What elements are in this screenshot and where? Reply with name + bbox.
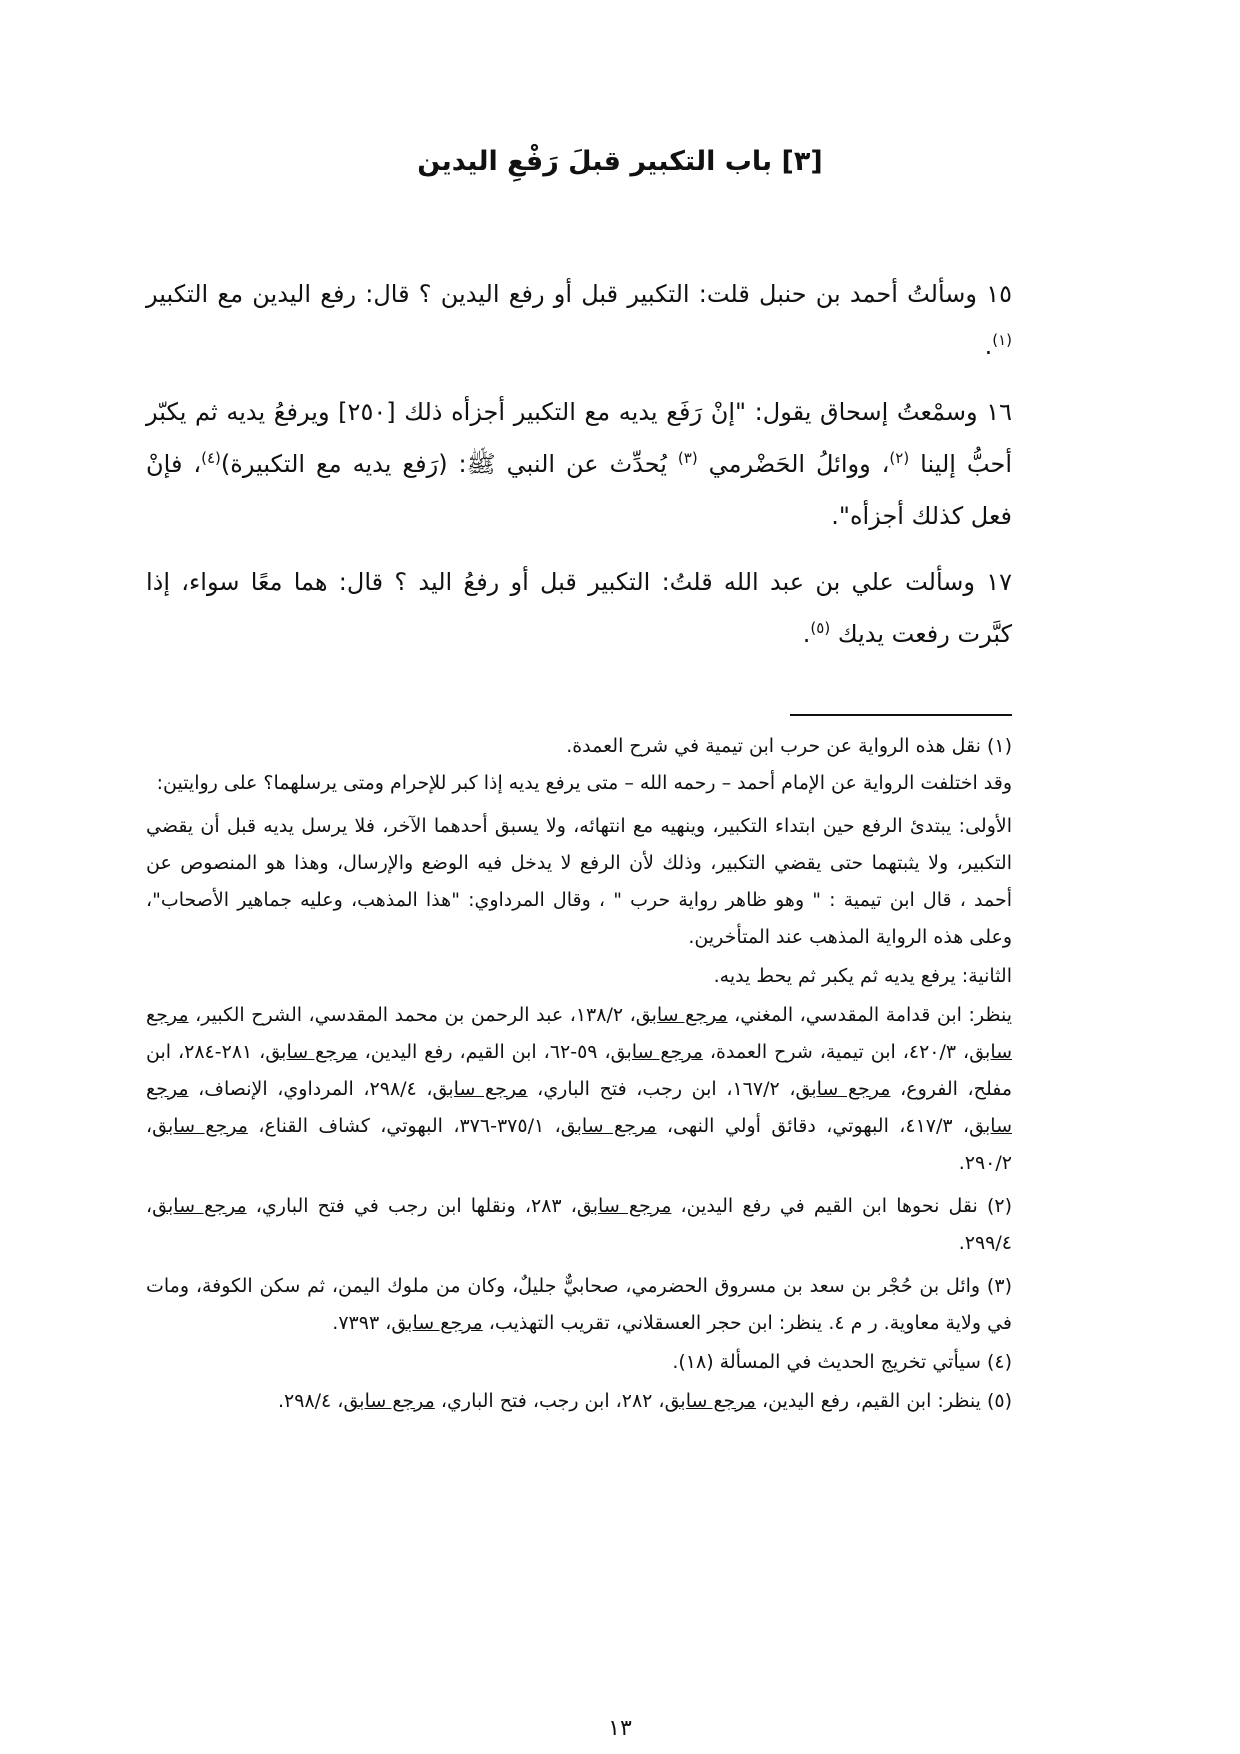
ref-text: ، ٧٣٩٣.	[332, 1312, 392, 1334]
ref-text: ، ١٣٨/٢، عبد الرحمن بن محمد المقدسي، الشرح الكبير،	[188, 1004, 636, 1026]
footnote-1-discussion: وقد اختلفت الرواية عن الإمام أحمد – رحمه الله – متى يرفع يديه إذا كبر للإحرام ومتى يرسلهما؟ على روايتين:	[156, 772, 1012, 794]
ref-text: ينظر: ابن قدامة المقدسي، المغني،	[727, 1004, 1012, 1026]
reference-link[interactable]: مرجع سابق	[265, 1041, 358, 1063]
footnote-5	[146, 1383, 1012, 1420]
paragraph-16-part1: ١٦ وسمْعتُ إسحاق يقول: "إنْ رَفَع يديه مع التكبير أجزأه ذلك [٢٥٠] ويرفعُ يديه ثم يكبّر أحبُّ إلينا	[146, 398, 1013, 478]
reference-link[interactable]: مرجع سابق	[146, 1078, 1013, 1137]
ref-text: ، ٥٩-٦٢، ابن القيم، رفع اليدين،	[357, 1041, 611, 1063]
footnote-2	[146, 1188, 1012, 1262]
reference-link[interactable]: مرجع سابق	[146, 1004, 1013, 1063]
reference-link[interactable]: مرجع سابق	[635, 1004, 728, 1026]
ref-text: ، ٤١٧/٣، البهوتي، دقائق أولي النهى،	[656, 1115, 970, 1137]
footnote-1-second-narration: الثانية: يرفع يديه ثم يكبر ثم يحط يديه.	[713, 965, 1012, 987]
footnote-mark-2[interactable]: (٢)	[889, 449, 910, 467]
reference-link[interactable]: مرجع سابق	[576, 1195, 672, 1217]
reference-link[interactable]: مرجع سابق	[795, 1078, 891, 1100]
ref-text: ، ٢٨٢، ابن رجب، فتح الباري،	[434, 1390, 665, 1412]
ref-text: ، ١٦٧/٢، ابن رجب، فتح الباري،	[527, 1078, 796, 1100]
paragraph-17-text: ١٧ وسألت علي بن عبد الله قلتُ: التكبير قبل أو رفعُ اليد ؟ قال: هما معًا سواء، إذا كبَّرت رفعت يديك	[146, 568, 1012, 648]
ref-text: ، ٢٨١-٢٨٤، ابن مفلح، الفروع،	[146, 1041, 1013, 1100]
paragraph-16-part4: ، فإنْ فعل كذلك أجزأه".	[146, 450, 1012, 530]
paragraph-17-end: .	[802, 620, 811, 648]
paragraph-15-text: ١٥ وسألتُ أحمد بن حنبل قلت: التكبير قبل أو رفع اليدين ؟ قال: رفع اليدين مع التكبير	[146, 280, 1012, 308]
ref-text: (٥) ينظر: ابن القيم، رفع اليدين،	[755, 1390, 1012, 1412]
paragraph-16-part3: يُحدِّث عن النبي ﷺ: (رَفع يديه مع التكبيرة)	[220, 450, 667, 478]
reference-link[interactable]: مرجع سابق	[610, 1041, 703, 1063]
ref-text: ، ٣٧٥/١-٣٧٦، البهوتي، كشاف القناع،	[247, 1115, 561, 1137]
ref-text: ، ٤٢٠/٣، ابن تيمية، شرح العمدة،	[702, 1041, 970, 1063]
page-number: ١٣	[608, 1716, 632, 1741]
ref-text: ، ٢٩٩/٤.	[146, 1195, 1012, 1254]
reference-link[interactable]: مرجع سابق	[560, 1115, 657, 1137]
footnote-3	[146, 1268, 1012, 1342]
ref-text: (٣) وائل بن حُجْر بن سعد بن مسروق الحضرمي، صحابيٌّ جليلٌ، وكان من ملوك اليمن، ثم سكن الكوفة، ومات في ولاية معاوية. ر م ٤. ينظر: ابن حجر العسقلاني، تقريب التهذيب،	[146, 1275, 1012, 1334]
reference-link[interactable]: مرجع سابق	[152, 1195, 247, 1217]
paragraph-17	[146, 556, 1012, 660]
footnote-mark-3[interactable]: (٣)	[677, 449, 698, 467]
paragraph-15-end: .	[984, 332, 993, 360]
ref-text: ، ٢٩٨/٤.	[277, 1390, 344, 1412]
footnote-mark-4[interactable]: (٤)	[201, 449, 221, 467]
ref-text: (٢) نقل نحوها ابن القيم في رفع اليدين،	[671, 1195, 1013, 1217]
reference-link[interactable]: مرجع سابق	[152, 1115, 248, 1137]
reference-link[interactable]: مرجع سابق	[664, 1390, 756, 1412]
paragraph-16	[146, 386, 1012, 542]
paragraph-16-part2: ، ووائلُ الحَضْرمي	[708, 450, 890, 478]
footnote-4: (٤) سيأتي تخريج الحديث في المسألة (١٨).	[672, 1351, 1012, 1373]
paragraph-15	[146, 268, 1012, 372]
footnote-mark-1[interactable]: (١)	[992, 331, 1012, 349]
footnote-mark-5[interactable]: (٥)	[810, 619, 831, 637]
ref-text: ، ٢٩٠/٢.	[146, 1115, 1012, 1174]
chapter-heading: [٣] باب التكبير قبلَ رَفْعِ اليدين	[417, 146, 823, 177]
ref-text: ، ٢٩٨/٤، المرداوي، الإنصاف،	[188, 1078, 433, 1100]
ref-text: ، ٢٨٣، ونقلها ابن رجب في فتح الباري،	[246, 1195, 577, 1217]
footnote-separator	[790, 714, 1012, 716]
reference-link[interactable]: مرجع سابق	[432, 1078, 528, 1100]
reference-link[interactable]: مرجع سابق	[343, 1390, 435, 1412]
reference-link[interactable]: مرجع سابق	[391, 1312, 483, 1334]
main-text	[146, 268, 1012, 674]
footnote-1-first-narration: الأولى: يبتدئ الرفع حين ابتداء التكبير، وينهيه مع انتهائه، ولا يسبق أحدهما الآخر، فلا يرسل يديه قبل أن يقضي التكبير، ولا يثبتهما حتى يقضي التكبير، وذلك لأن الرفع لا يدخل فيه الوضع والإرسال، وهذا هو المنصوص عن أحمد ، قال ابن تيمية : " وهو ظاهر رواية حرب " ، وقال المرداوي: "هذا المذهب، وعليه جماهير الأصحاب"، وعلى هذه الرواية المذهب عند المتأخرين.	[146, 815, 1012, 948]
footnotes	[146, 728, 1012, 1422]
footnote-1: (١) نقل هذه الرواية عن حرب ابن تيمية في شرح العمدة.	[566, 735, 1012, 757]
footnote-1-references	[146, 997, 1012, 1182]
